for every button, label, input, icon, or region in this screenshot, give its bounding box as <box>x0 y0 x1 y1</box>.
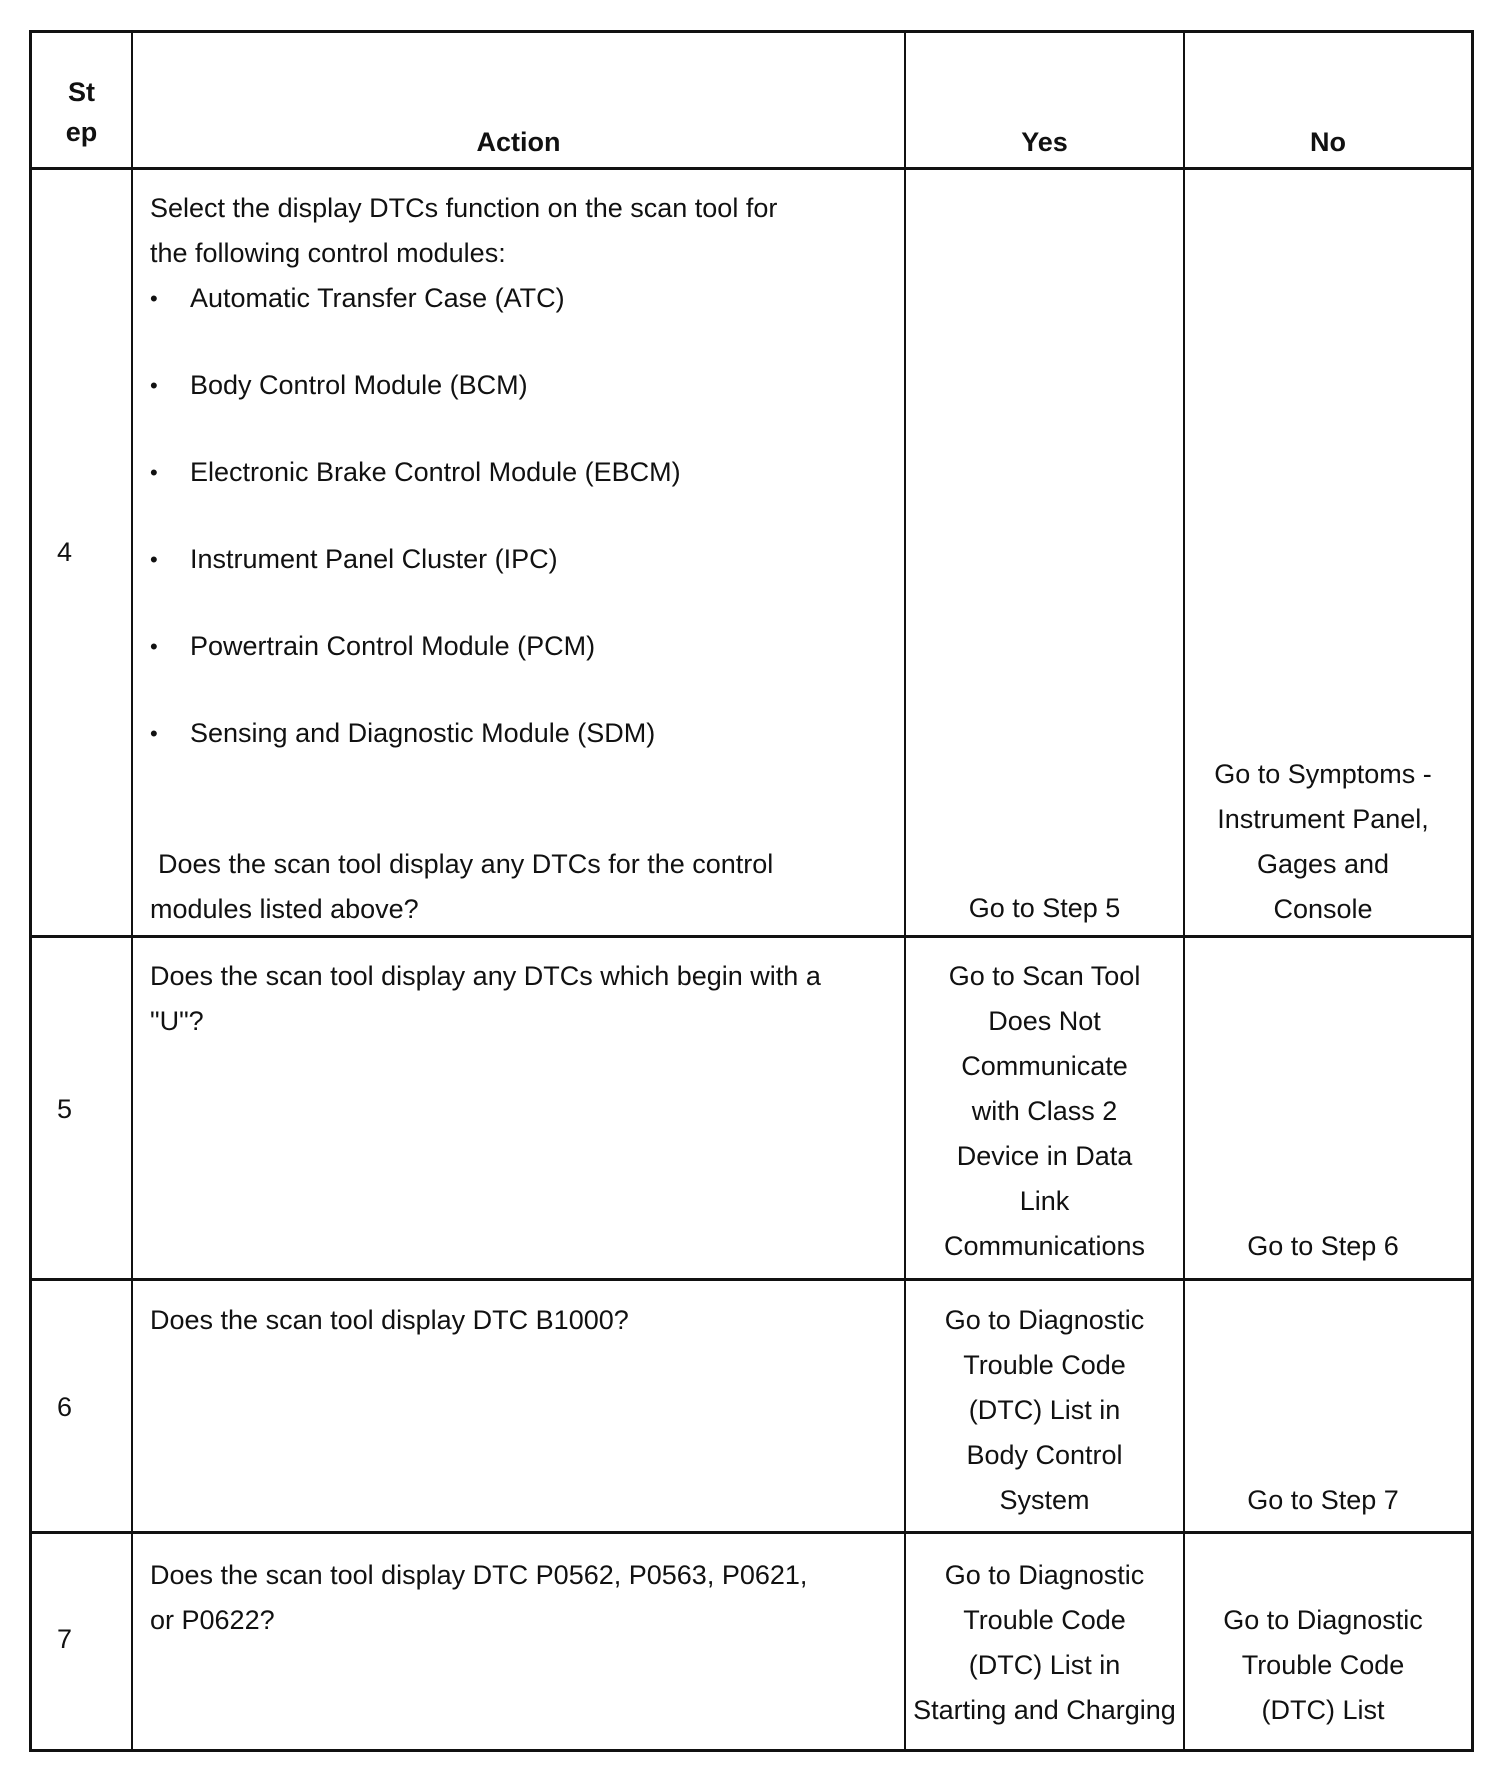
action-line: "U"? <box>150 1006 204 1036</box>
question-line: modules listed above? <box>150 894 419 924</box>
action-intro: Select the display DTCs function on the scan tool for <box>150 193 778 223</box>
action-cell <box>133 1298 904 1343</box>
yes-cell <box>906 954 1183 1269</box>
header-no: No <box>1310 127 1346 157</box>
yes-cell: Go to Step 5 <box>968 893 1121 923</box>
no-line: Trouble Code <box>1241 1650 1405 1680</box>
no-line: Console <box>1273 894 1373 924</box>
list-item: • Electronic Brake Control Module (EBCM) <box>150 450 894 537</box>
module-list <box>150 276 894 798</box>
no-line: Gages and <box>1256 849 1390 879</box>
no-cell <box>1185 1598 1461 1733</box>
yes-line: Does Not <box>988 1006 1101 1036</box>
yes-line: Body Control <box>966 1440 1123 1470</box>
yes-line: Starting and Charging <box>913 1695 1176 1725</box>
no-line: Go to Diagnostic <box>1223 1605 1423 1635</box>
action-cell <box>133 186 904 798</box>
yes-line: Trouble Code <box>963 1350 1126 1380</box>
step-number: 4 <box>56 537 73 567</box>
row-divider-header <box>29 167 1474 170</box>
list-item: • Powertrain Control Module (PCM) <box>150 624 894 711</box>
header-step <box>32 72 131 152</box>
yes-line: Trouble Code <box>963 1605 1126 1635</box>
action-line: Does the scan tool display DTC B1000? <box>150 1305 629 1335</box>
header-yes: Yes <box>1021 127 1068 157</box>
list-item: • Sensing and Diagnostic Module (SDM) <box>150 711 894 798</box>
step-number: 5 <box>56 1094 73 1124</box>
no-line: (DTC) List <box>1261 1695 1385 1725</box>
action-question <box>133 842 904 932</box>
action-cell <box>133 954 904 1044</box>
list-item: • Automatic Transfer Case (ATC) <box>150 276 894 363</box>
list-item: • Body Control Module (BCM) <box>150 363 894 450</box>
action-cell <box>133 1553 904 1643</box>
yes-line: (DTC) List in <box>968 1395 1121 1425</box>
no-cell: Go to Step 7 <box>1247 1485 1399 1515</box>
table-border-top <box>29 30 1474 33</box>
yes-cell <box>906 1298 1183 1523</box>
row-divider-6 <box>29 1531 1474 1534</box>
action-intro: the following control modules: <box>150 238 506 268</box>
yes-line: Link <box>1019 1186 1070 1216</box>
yes-line: (DTC) List in <box>968 1650 1121 1680</box>
no-line: Go to Symptoms - <box>1214 759 1432 789</box>
header-action: Action <box>476 127 561 157</box>
yes-line: Communicate <box>961 1051 1128 1081</box>
yes-cell <box>906 1553 1183 1733</box>
table-border-left <box>29 30 32 1752</box>
yes-line: Device in Data <box>956 1141 1133 1171</box>
yes-line: Communications <box>943 1231 1146 1261</box>
yes-line: with Class 2 <box>971 1096 1118 1126</box>
question-line: Does the scan tool display any DTCs for the control <box>158 849 774 879</box>
header-step-line1: St <box>68 77 95 107</box>
yes-line: Go to Scan Tool <box>948 961 1141 991</box>
yes-line: Go to Diagnostic <box>944 1560 1145 1590</box>
header-step-line2: ep <box>65 117 98 147</box>
list-item: • Instrument Panel Cluster (IPC) <box>150 537 894 624</box>
row-divider-5 <box>29 1278 1474 1281</box>
table-border-bottom <box>29 1749 1474 1752</box>
yes-line: System <box>999 1485 1090 1515</box>
action-line: Does the scan tool display DTC P0562, P0563, P0621, <box>150 1560 808 1590</box>
action-line: Does the scan tool display any DTCs which begin with a <box>150 961 821 991</box>
table-border-right <box>1471 30 1474 1752</box>
step-number: 7 <box>56 1624 73 1654</box>
action-line: or P0622? <box>150 1605 275 1635</box>
no-cell <box>1185 752 1461 932</box>
diagnostic-table <box>29 30 1474 1752</box>
step-number: 6 <box>56 1392 73 1422</box>
no-line: Instrument Panel, <box>1217 804 1429 834</box>
no-cell: Go to Step 6 <box>1247 1231 1399 1261</box>
row-divider-4 <box>29 935 1474 938</box>
yes-line: Go to Diagnostic <box>944 1305 1145 1335</box>
